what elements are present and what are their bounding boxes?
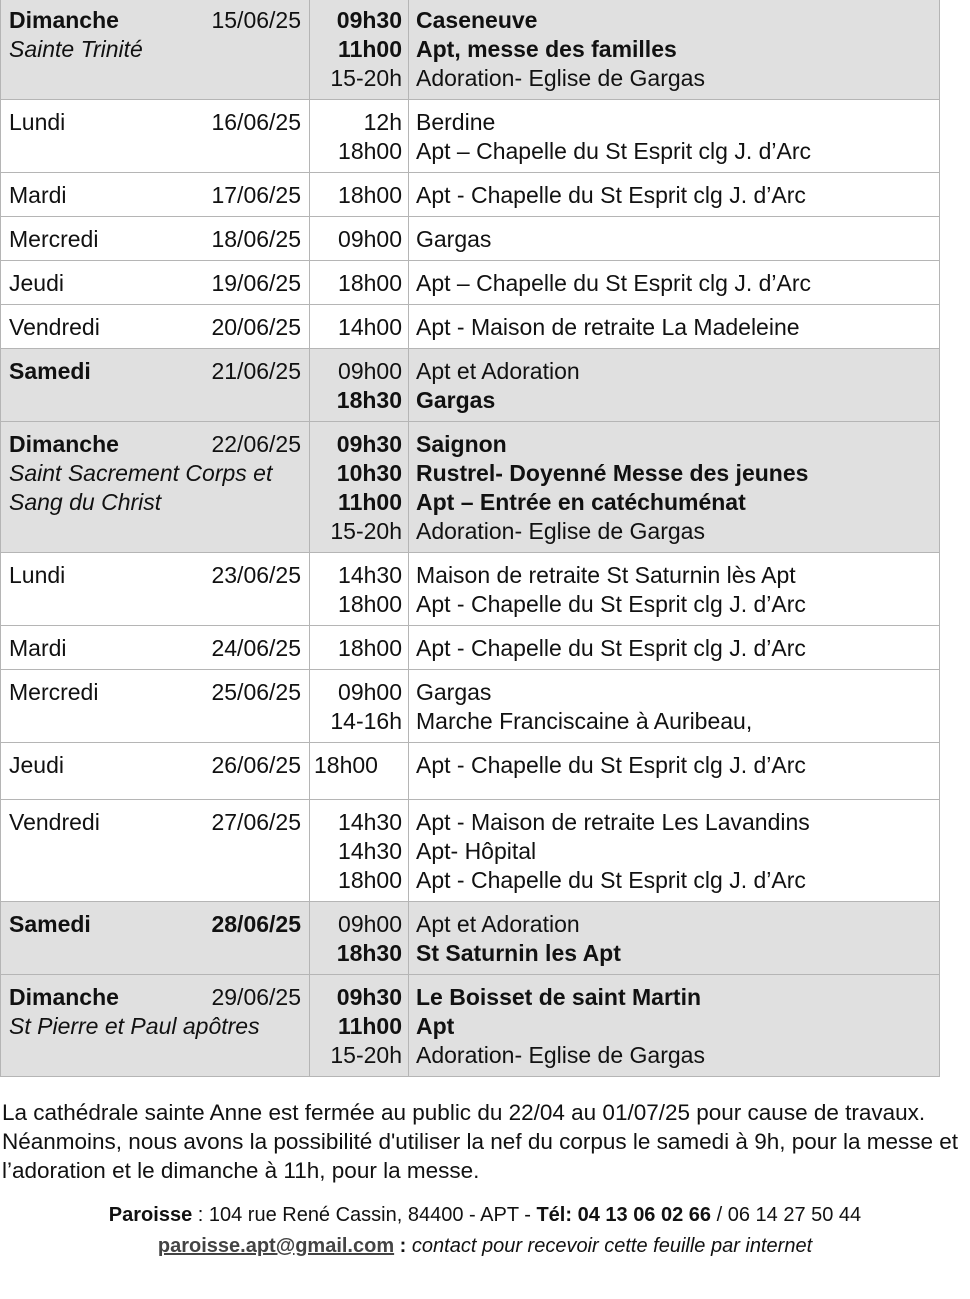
time-cell [310, 217, 409, 261]
day-date: 25/06/25 [211, 679, 301, 705]
event-time: 14h00 [338, 314, 402, 340]
cathedral-notice: La cathédrale sainte Anne est fermée au public du 22/04 au 01/07/25 pour cause de travaux. Néanmoins, nous avons la possibilité d'utiliser la nef du corpus le samedi à 9h, pour la messe et l’adoration et le dimanche à 11h, pour la messe. [2, 1100, 959, 1183]
event-cell [409, 975, 940, 1077]
event-description: Apt [416, 1013, 455, 1039]
day-date-line [9, 108, 301, 137]
event-time: 09h30 [336, 431, 402, 457]
day-date-line [9, 808, 301, 837]
event-cell [409, 0, 940, 100]
parish-address: : 104 rue René Cassin, 84400 - APT - [192, 1204, 537, 1226]
time-cell [310, 349, 409, 422]
event-time: 12h [363, 109, 402, 135]
event-description: Gargas [416, 387, 496, 413]
day-date: 20/06/25 [211, 314, 301, 340]
parish-label: Paroisse [108, 1204, 193, 1226]
schedule-row [1, 975, 940, 1077]
event-time: 14h30 [338, 562, 402, 588]
parish-phone: Tél: 04 13 06 02 66 [536, 1204, 712, 1226]
event-description: Berdine [416, 109, 496, 135]
day-name: Jeudi [9, 270, 64, 296]
day-date-line [9, 678, 301, 707]
event-description: Saignon [416, 431, 507, 457]
day-date-line [9, 430, 301, 459]
event-cell [409, 626, 940, 670]
day-cell [1, 670, 310, 743]
day-name: Mercredi [9, 226, 99, 252]
time-cell [310, 626, 409, 670]
day-cell [1, 100, 310, 173]
event-time: 18h00 [338, 635, 402, 661]
event-cell [409, 217, 940, 261]
event-time: 15-20h [330, 518, 402, 544]
day-date-line [9, 983, 301, 1012]
email-separator: : [394, 1235, 412, 1257]
schedule-row [1, 173, 940, 217]
schedule-row [1, 626, 940, 670]
event-description: Adoration- Eglise de Gargas [416, 65, 705, 91]
event-description: Rustrel- Doyenné Messe des jeunes [416, 460, 809, 486]
time-cell [310, 100, 409, 173]
event-time: 18h00 [338, 867, 402, 893]
event-time: 11h00 [338, 489, 402, 515]
day-cell [1, 800, 310, 902]
schedule-row [1, 349, 940, 422]
day-date-line [9, 561, 301, 590]
event-description: Le Boisset de saint Martin [416, 984, 702, 1010]
day-date: 21/06/25 [211, 358, 301, 384]
schedule-row [1, 670, 940, 743]
day-date-line [9, 6, 301, 35]
day-cell [1, 217, 310, 261]
time-cell [310, 553, 409, 626]
event-time: 15-20h [330, 65, 402, 91]
day-date-line [9, 313, 301, 342]
time-cell [310, 261, 409, 305]
event-cell [409, 349, 940, 422]
event-cell [409, 422, 940, 553]
schedule-row [1, 743, 940, 800]
schedule-row [1, 100, 940, 173]
event-description: Apt- Hôpital [416, 838, 537, 864]
day-cell [1, 173, 310, 217]
event-time: 18h00 [314, 752, 378, 778]
time-cell [310, 173, 409, 217]
event-cell [409, 100, 940, 173]
event-time: 09h30 [336, 7, 402, 33]
event-description: Apt – Chapelle du St Esprit clg J. d’Arc [416, 270, 812, 296]
event-time: 18h00 [338, 591, 402, 617]
time-cell [310, 902, 409, 975]
time-cell [310, 975, 409, 1077]
event-description: St Saturnin les Apt [416, 940, 621, 966]
event-description: Apt - Chapelle du St Esprit clg J. d’Arc [416, 591, 806, 617]
time-cell [310, 0, 409, 100]
event-time: 18h30 [336, 387, 402, 413]
event-description: Apt et Adoration [416, 358, 580, 384]
schedule-row [1, 800, 940, 902]
event-cell [409, 670, 940, 743]
event-cell [409, 902, 940, 975]
time-cell [310, 422, 409, 553]
schedule-row [1, 422, 940, 553]
day-date: 18/06/25 [211, 226, 301, 252]
time-cell [310, 743, 409, 800]
day-date: 29/06/25 [211, 984, 301, 1010]
event-description: Apt et Adoration [416, 911, 580, 937]
day-name: Mardi [9, 182, 67, 208]
day-date: 27/06/25 [211, 809, 301, 835]
event-description: Marche Franciscaine à Auribeau, [416, 708, 753, 734]
event-time: 14-16h [330, 708, 402, 734]
day-date: 22/06/25 [211, 431, 301, 457]
event-time: 14h30 [338, 809, 402, 835]
event-cell [409, 743, 940, 800]
email-note: contact pour recevoir cette feuille par internet [411, 1235, 813, 1257]
day-date-line [9, 910, 301, 939]
schedule-row [1, 261, 940, 305]
event-cell [409, 305, 940, 349]
event-description: Adoration- Eglise de Gargas [416, 1042, 705, 1068]
event-time: 15-20h [330, 1042, 402, 1068]
event-description: Apt – Entrée en catéchuménat [416, 489, 746, 515]
day-name: Dimanche [9, 431, 119, 457]
time-cell [310, 800, 409, 902]
day-cell [1, 626, 310, 670]
time-cell [310, 305, 409, 349]
day-name: Jeudi [9, 752, 64, 778]
schedule-row [1, 0, 940, 100]
event-time: 10h30 [336, 460, 402, 486]
event-description: Apt, messe des familles [416, 36, 677, 62]
day-cell [1, 305, 310, 349]
day-cell [1, 261, 310, 305]
day-name: Mardi [9, 635, 67, 661]
event-time: 14h30 [338, 838, 402, 864]
day-cell [1, 553, 310, 626]
event-time: 09h00 [338, 911, 402, 937]
feast-name: Sainte Trinité [9, 36, 143, 62]
feast-name: Saint Sacrement Corps et Sang du Christ [9, 460, 273, 515]
event-time: 18h00 [338, 270, 402, 296]
day-name: Lundi [9, 562, 66, 588]
event-time: 09h30 [336, 984, 402, 1010]
day-date: 19/06/25 [211, 270, 301, 296]
parish-phone-alt: / 06 14 27 50 44 [711, 1204, 862, 1226]
event-time: 09h00 [338, 226, 402, 252]
event-time: 09h00 [338, 358, 402, 384]
event-description: Adoration- Eglise de Gargas [416, 518, 705, 544]
parish-email-link[interactable]: paroisse.apt@gmail.com [157, 1235, 395, 1257]
feast-name: St Pierre et Paul apôtres [9, 1013, 260, 1039]
day-cell [1, 743, 310, 800]
event-description: Caseneuve [416, 7, 538, 33]
day-cell [1, 975, 310, 1077]
day-date: 28/06/25 [211, 911, 301, 937]
schedule-row [1, 305, 940, 349]
day-cell [1, 902, 310, 975]
event-description: Gargas [416, 679, 492, 705]
event-description: Apt - Chapelle du St Esprit clg J. d’Arc [416, 635, 806, 661]
event-description: Apt – Chapelle du St Esprit clg J. d’Arc [416, 138, 812, 164]
schedule-row [1, 217, 940, 261]
contact-line [0, 1200, 970, 1231]
time-cell [310, 670, 409, 743]
day-name: Vendredi [9, 809, 100, 835]
event-time: 18h00 [338, 182, 402, 208]
day-date-line [9, 751, 301, 780]
event-time: 18h30 [336, 940, 402, 966]
event-description: Apt - Chapelle du St Esprit clg J. d’Arc [416, 867, 806, 893]
day-date-line [9, 634, 301, 663]
day-date: 17/06/25 [211, 182, 301, 208]
day-name: Dimanche [9, 984, 119, 1010]
day-name: Dimanche [9, 7, 119, 33]
event-time: 11h00 [338, 36, 402, 62]
event-time: 11h00 [338, 1013, 402, 1039]
day-name: Lundi [9, 109, 66, 135]
event-cell [409, 173, 940, 217]
day-date-line [9, 181, 301, 210]
schedule-row [1, 902, 940, 975]
day-date: 16/06/25 [211, 109, 301, 135]
day-date: 15/06/25 [211, 7, 301, 33]
event-description: Apt - Maison de retraite La Madeleine [416, 314, 800, 340]
event-description: Apt - Maison de retraite Les Lavandins [416, 809, 810, 835]
event-time: 09h00 [338, 679, 402, 705]
event-cell [409, 800, 940, 902]
day-cell [1, 349, 310, 422]
event-time: 18h00 [338, 138, 402, 164]
event-cell [409, 553, 940, 626]
day-name: Vendredi [9, 314, 100, 340]
day-date: 23/06/25 [211, 562, 301, 588]
event-description: Apt - Chapelle du St Esprit clg J. d’Arc [416, 182, 806, 208]
day-name: Mercredi [9, 679, 99, 705]
event-cell [409, 261, 940, 305]
day-date-line [9, 269, 301, 298]
event-description: Gargas [416, 226, 492, 252]
day-cell [1, 422, 310, 553]
day-date: 26/06/25 [211, 752, 301, 778]
schedule-row [1, 553, 940, 626]
day-name: Samedi [9, 358, 91, 384]
day-name: Samedi [9, 911, 91, 937]
day-date-line [9, 225, 301, 254]
day-cell [1, 0, 310, 100]
day-date-line [9, 357, 301, 386]
event-description: Maison de retraite St Saturnin lès Apt [416, 562, 796, 588]
day-date: 24/06/25 [211, 635, 301, 661]
email-line [0, 1231, 970, 1262]
event-description: Apt - Chapelle du St Esprit clg J. d’Arc [416, 752, 806, 778]
parish-contact [0, 1200, 970, 1262]
